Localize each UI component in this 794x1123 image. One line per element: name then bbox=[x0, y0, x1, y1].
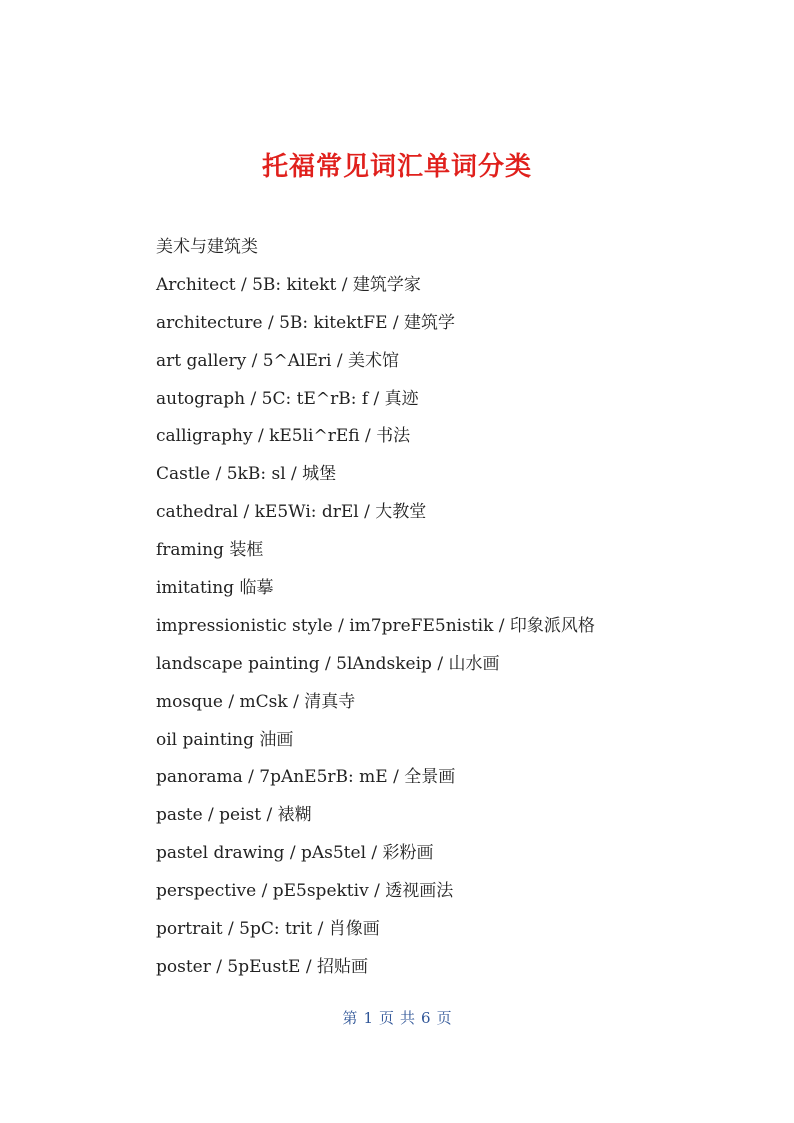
vocab-entry: autograph / 5C: tE^rB: f / 真迹 bbox=[156, 388, 419, 409]
vocab-entry: perspective / pE5spektiv / 透视画法 bbox=[156, 881, 454, 902]
vocab-entry: landscape painting / 5lAndskeip / 山水画 bbox=[156, 653, 500, 674]
vocab-entry: poster / 5pEustE / 招贴画 bbox=[156, 956, 368, 977]
vocab-entry: panorama / 7pAnE5rB: mE / 全景画 bbox=[156, 767, 456, 788]
vocab-entry: imitating 临摹 bbox=[156, 578, 274, 599]
footer-label-page: 第 bbox=[342, 1009, 358, 1027]
vocab-entry: cathedral / kE5Wi: drEl / 大教堂 bbox=[156, 502, 427, 523]
footer-label-unit-end: 页 bbox=[436, 1009, 452, 1027]
vocab-entry: Castle / 5kB: sl / 城堡 bbox=[156, 464, 337, 485]
vocab-entry: mosque / mCsk / 清真寺 bbox=[156, 691, 356, 712]
document-body bbox=[156, 229, 756, 987]
vocab-entry: paste / peist / 裱糊 bbox=[156, 805, 312, 826]
vocab-entry: architecture / 5B: kitektFE / 建筑学 bbox=[156, 312, 456, 333]
vocab-entry: calligraphy / kE5li^rEfi / 书法 bbox=[156, 426, 411, 447]
footer-current-page: 1 bbox=[363, 1009, 373, 1027]
vocab-entry: oil painting 油画 bbox=[156, 729, 294, 750]
page-title: 托福常见词汇单词分类 bbox=[261, 152, 532, 182]
footer-total-pages: 6 bbox=[421, 1009, 431, 1027]
vocab-entry: portrait / 5pC: trit / 肖像画 bbox=[156, 919, 380, 940]
vocab-entry: art gallery / 5^AlEri / 美术馆 bbox=[156, 350, 399, 371]
footer-label-unit: 页 bbox=[378, 1009, 394, 1027]
vocab-entry: Architect / 5B: kitekt / 建筑学家 bbox=[156, 274, 421, 295]
vocab-entry: framing 装框 bbox=[156, 540, 264, 561]
vocab-entry: pastel drawing / pAs5tel / 彩粉画 bbox=[156, 843, 434, 864]
footer-label-total: 共 bbox=[400, 1009, 416, 1027]
vocab-entry: impressionistic style / im7preFE5nistik / 印象派风格 bbox=[156, 615, 595, 636]
page-footer bbox=[0, 1007, 794, 1028]
section-heading: 美术与建筑类 bbox=[156, 237, 258, 257]
